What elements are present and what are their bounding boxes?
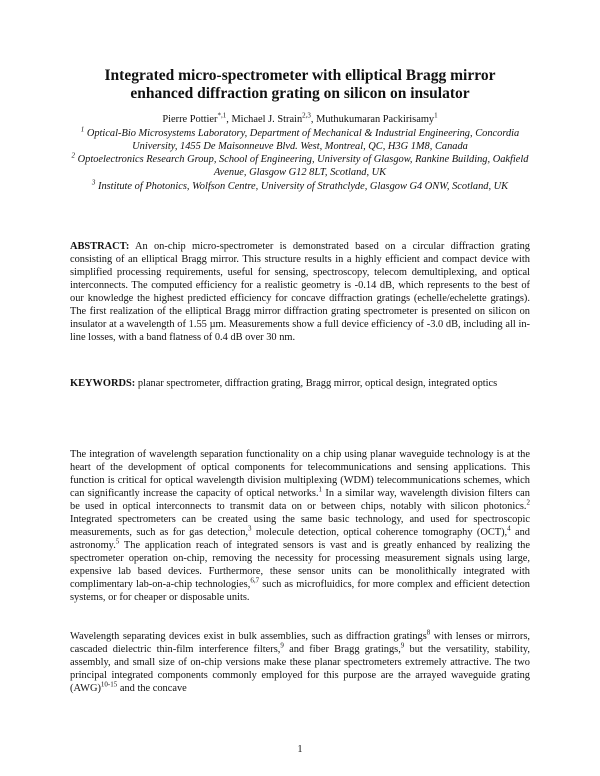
author-name: Michael J. Strain [231,114,303,125]
citation: 9 [400,641,405,650]
abstract-label: ABSTRACT: [70,241,130,252]
abstract [70,240,530,344]
author-affiliation-mark: 2,3 [302,111,311,120]
author-affiliation-mark: 1 [434,111,438,120]
affiliation-text: Optoelectronics Research Group, School of Engineering, University of Glasgow, Rankine Building, Oakfield Avenue, Glasgow G12 8LT, Scotland, UK [77,154,529,178]
citation: 5 [115,537,120,546]
citation: 4 [507,524,511,533]
affiliation-mark: 2 [71,151,76,160]
keywords-label: KEYWORDS: [70,378,136,389]
citation: 10-15 [100,680,118,689]
intro-paragraph-1 [70,448,530,604]
paragraph-text: The application reach of integrated sensors is vast and is greatly enhanced by realizing the spectrometer operation on-chip, removing the necessity for processing measurement signals using large, expensive lab based devices. Furthermore, these sensor units can be monolithically integrated with complimentary lab-on-a-chip technologies, [70,540,530,590]
intro-paragraph-2 [70,630,530,695]
keywords-text: planar spectrometer, diffraction grating, Bragg mirror, optical design, integrated optics [137,378,498,389]
citation: 8 [426,628,431,637]
affiliation-text: Optical-Bio Microsystems Laboratory, Department of Mechanical & Industrial Engineering, Concordia University, 1455 De Maisonneuve Blvd. West, Montreal, QC, H3G 1M8, Canada [86,128,520,152]
title-line-1: Integrated micro-spectrometer with elliptical Bragg mirror [104,67,496,84]
paragraph-text: Wavelength separating devices exist in bulk assemblies, such as diffraction gratings [70,631,427,642]
page-number: 1 [297,744,303,755]
paragraph-text: and the concave [117,683,187,694]
paper-title [60,67,540,103]
title-line-2: enhanced diffraction grating on silicon on insulator [130,85,470,102]
affiliation-2 [60,153,540,179]
author-list: Pierre Pottier$^{*,1}$, Michael J. Strain$^{2,3}$, Muthukumaran Packirisamy$^1$ [162,111,438,125]
paragraph-text: such as microfluidics, for more complex and efficient detection systems, or for cheaper or disposable units. [70,579,530,603]
paragraph-text: and fiber Bragg gratings, [283,644,401,655]
author-affiliation-mark: *,1 [217,111,227,120]
citation: 2 [526,498,530,507]
citation: 1 [318,485,323,494]
affiliation-mark: 3 [91,178,96,187]
citation: 9 [280,641,284,650]
paragraph-text: In a similar way, wavelength division filters can be used in optical interconnects to transmit data on or between chips, notably with silicon photonics. [70,488,530,512]
citation: 3 [248,524,252,533]
author-name: Pierre Pottier [162,114,218,125]
affiliation-3 [60,180,540,193]
paragraph-text: molecule detection, optical coherence tomography (OCT), [251,527,508,538]
keywords [70,377,530,390]
paragraph-text: The integration of wavelength separation functionality on a chip using planar waveguide technology is at the heart of the development of optical components for telecommunications and sensing applications. This function is critical for optical wavelength division multiplexing (WDM) telecommunications schemes, which can significantly increase the capacity of optical networks. [70,449,530,499]
affiliation-text: Institute of Photonics, Wolfson Centre, University of Strathclyde, Glasgow G4 ONW, Scotland, UK [97,181,509,192]
author-name: Muthukumaran Packirisamy [316,114,435,125]
paragraph-text: and astronomy. [70,527,530,551]
affiliation-1 [60,127,540,153]
citation: 6,7 [250,576,260,585]
paragraph-text: with lenses or mirrors, cascaded dielectric thin-film interference filters, [70,631,530,655]
paragraph-text: Integrated spectrometers can be created using the same basic technology, and used for spectroscopic measurements, such as for gas detection, [70,514,530,538]
abstract-text: An on-chip micro-spectrometer is demonstrated based on a circular diffraction grating consisting of an elliptical Bragg mirror. This structure results in a highly efficient and compact device with simplified processing requirements, useful for sensing, spectroscopy, telecom demultiplexing, and optical interconnects. The computed efficiency for a realistic geometry is -0.14 dB, which represents to the best of our knowledge the highest predicted efficiency for concave diffraction gratings (echelle/echelette gratings). The first realization of the elliptical Bragg mirror diffraction grating spectrometer is presented on silicon on insulator at a wavelength of 1.55 µm. Measurements show a full device efficiency of -3.0 dB, including all in-line losses, with a band flatness of 0.4 dB over 30 nm. [70,241,530,343]
affiliation-mark: 1 [80,125,85,134]
paragraph-text: but the versatility, stability, assembly, and small size of on-chip versions make these planar spectrometers extremely attractive. The two principal integrated components commonly employed for this purpose are the arrayed waveguide grating (AWG) [70,644,530,694]
